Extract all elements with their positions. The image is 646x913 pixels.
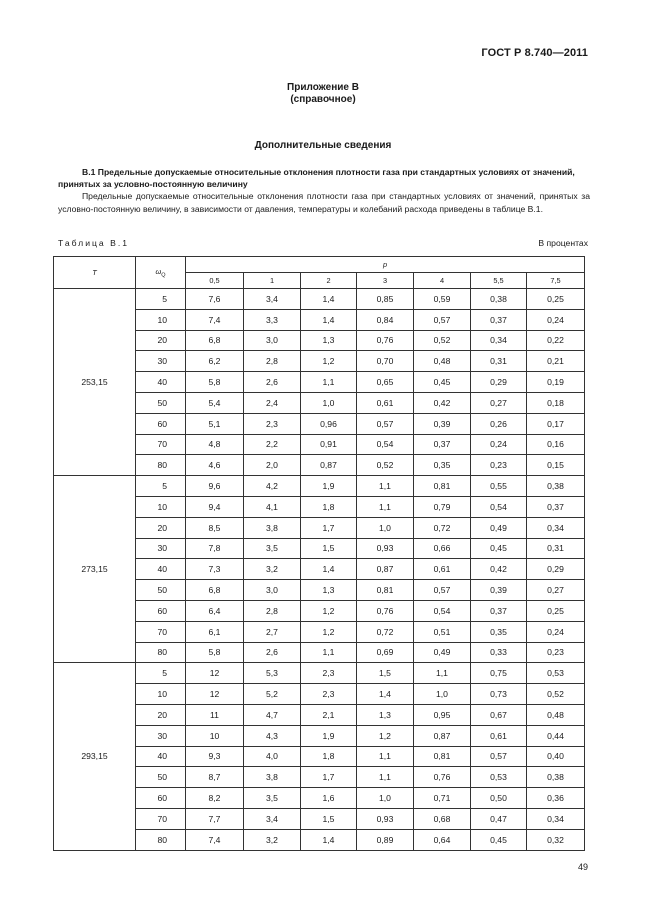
flow-variation-cell: 30 [136, 351, 186, 372]
deviation-value-cell: 0,68 [414, 808, 471, 829]
deviation-value-cell: 0,25 [527, 600, 585, 621]
deviation-value-cell: 0,87 [414, 725, 471, 746]
deviation-value-cell: 0,54 [414, 600, 471, 621]
table-caption: Таблица В.1 [58, 238, 129, 248]
flow-variation-cell: 70 [136, 621, 186, 642]
column-header-temperature: T [54, 257, 136, 289]
deviation-value-cell: 0,49 [414, 642, 471, 663]
deviation-value-cell: 1,2 [301, 351, 357, 372]
deviation-value-cell: 2,3 [301, 663, 357, 684]
deviation-value-cell: 1,7 [301, 517, 357, 538]
deviation-value-cell: 0,57 [414, 309, 471, 330]
flow-variation-cell: 40 [136, 746, 186, 767]
deviation-value-cell: 0,75 [471, 663, 527, 684]
deviation-value-cell: 0,93 [357, 808, 414, 829]
deviation-value-cell: 0,67 [471, 704, 527, 725]
deviation-value-cell: 2,8 [244, 600, 301, 621]
deviation-value-cell: 0,70 [357, 351, 414, 372]
deviation-value-cell: 8,5 [186, 517, 244, 538]
deviation-value-cell: 0,84 [357, 309, 414, 330]
deviation-value-cell: 0,96 [301, 413, 357, 434]
deviation-value-cell: 6,2 [186, 351, 244, 372]
deviation-value-cell: 1,5 [301, 538, 357, 559]
flow-variation-cell: 60 [136, 413, 186, 434]
deviation-value-cell: 0,24 [527, 309, 585, 330]
pressure-value-header: 3 [357, 273, 414, 289]
deviation-value-cell: 0,42 [414, 392, 471, 413]
deviation-value-cell: 4,1 [244, 496, 301, 517]
deviation-value-cell: 0,64 [414, 829, 471, 850]
deviation-value-cell: 0,36 [527, 788, 585, 809]
flow-variation-cell: 40 [136, 372, 186, 393]
deviation-value-cell: 9,3 [186, 746, 244, 767]
flow-variation-cell: 80 [136, 455, 186, 476]
deviation-value-cell: 1,6 [301, 788, 357, 809]
deviation-value-cell: 0,24 [527, 621, 585, 642]
deviation-value-cell: 1,0 [357, 788, 414, 809]
deviation-value-cell: 7,8 [186, 538, 244, 559]
deviation-value-cell: 1,4 [301, 289, 357, 310]
standard-designation: ГОСТ Р 8.740—2011 [481, 47, 588, 59]
pressure-value-header: 0,5 [186, 273, 244, 289]
deviation-value-cell: 7,4 [186, 829, 244, 850]
deviation-value-cell: 0,87 [301, 455, 357, 476]
deviation-value-cell: 1,4 [357, 684, 414, 705]
deviation-value-cell: 0,54 [471, 496, 527, 517]
deviation-value-cell: 6,8 [186, 580, 244, 601]
deviation-value-cell: 2,0 [244, 455, 301, 476]
flow-variation-cell: 5 [136, 476, 186, 497]
deviation-value-cell: 0,16 [527, 434, 585, 455]
deviation-value-cell: 4,6 [186, 455, 244, 476]
deviation-value-cell: 0,33 [471, 642, 527, 663]
deviation-value-cell: 1,9 [301, 725, 357, 746]
deviation-value-cell: 4,8 [186, 434, 244, 455]
deviation-value-cell: 0,18 [527, 392, 585, 413]
deviation-value-cell: 0,76 [357, 330, 414, 351]
deviation-value-cell: 0,27 [471, 392, 527, 413]
deviation-value-cell: 0,23 [527, 642, 585, 663]
deviation-value-cell: 4,3 [244, 725, 301, 746]
deviation-value-cell: 12 [186, 684, 244, 705]
deviation-value-cell: 0,23 [471, 455, 527, 476]
pressure-value-header: 7,5 [527, 273, 585, 289]
flow-variation-cell: 10 [136, 684, 186, 705]
deviation-value-cell: 0,81 [357, 580, 414, 601]
deviation-value-cell: 1,1 [357, 767, 414, 788]
flow-variation-cell: 10 [136, 496, 186, 517]
deviation-value-cell: 8,7 [186, 767, 244, 788]
deviation-value-cell: 7,3 [186, 559, 244, 580]
flow-variation-cell: 20 [136, 704, 186, 725]
deviation-value-cell: 0,54 [357, 434, 414, 455]
deviation-value-cell: 0,48 [414, 351, 471, 372]
deviation-value-cell: 5,3 [244, 663, 301, 684]
deviation-value-cell: 0,38 [471, 289, 527, 310]
deviation-value-cell: 0,31 [527, 538, 585, 559]
deviation-value-cell: 5,1 [186, 413, 244, 434]
column-header-flow-variation: $\omega_Q$ [136, 257, 186, 289]
deviation-value-cell: 0,15 [527, 455, 585, 476]
deviation-value-cell: 0,34 [471, 330, 527, 351]
deviation-value-cell: 0,45 [471, 829, 527, 850]
deviation-value-cell: 9,6 [186, 476, 244, 497]
deviation-value-cell: 0,26 [471, 413, 527, 434]
deviation-value-cell: 1,2 [301, 600, 357, 621]
deviation-value-cell: 0,72 [414, 517, 471, 538]
deviation-value-cell: 0,37 [527, 496, 585, 517]
flow-variation-cell: 60 [136, 600, 186, 621]
deviation-value-cell: 0,57 [357, 413, 414, 434]
deviation-value-cell: 6,8 [186, 330, 244, 351]
deviation-value-cell: 2,8 [244, 351, 301, 372]
deviation-value-cell: 1,3 [357, 704, 414, 725]
deviation-value-cell: 6,1 [186, 621, 244, 642]
deviation-value-cell: 12 [186, 663, 244, 684]
deviation-value-cell: 3,5 [244, 538, 301, 559]
appendix-title: Приложение В [287, 82, 359, 93]
deviation-value-cell: 2,7 [244, 621, 301, 642]
deviation-value-cell: 4,7 [244, 704, 301, 725]
deviation-value-cell: 0,57 [414, 580, 471, 601]
deviation-value-cell: 0,39 [414, 413, 471, 434]
deviation-value-cell: 0,22 [527, 330, 585, 351]
flow-variation-cell: 70 [136, 808, 186, 829]
flow-variation-cell: 70 [136, 434, 186, 455]
deviation-value-cell: 0,52 [357, 455, 414, 476]
deviation-value-cell: 0,34 [527, 517, 585, 538]
deviation-value-cell: 0,53 [527, 663, 585, 684]
deviation-value-cell: 1,2 [357, 725, 414, 746]
clause-body-text: Предельные допускаемые относительные отклонения плотности газа при стандартных условиях от значений, принятых за условно-постоянную величину, в зависимости от давления, температуры и колебаний расхода приведены в таблице В.1. [58, 191, 590, 214]
deviation-value-cell: 3,8 [244, 517, 301, 538]
deviation-value-cell: 0,34 [527, 808, 585, 829]
deviation-value-cell: 3,8 [244, 767, 301, 788]
deviation-value-cell: 0,27 [527, 580, 585, 601]
deviation-value-cell: 8,2 [186, 788, 244, 809]
deviation-value-cell: 0,38 [527, 476, 585, 497]
deviation-value-cell: 1,3 [301, 330, 357, 351]
deviation-value-cell: 0,32 [527, 829, 585, 850]
flow-variation-cell: 80 [136, 642, 186, 663]
deviation-value-cell: 3,0 [244, 330, 301, 351]
deviation-value-cell: 1,0 [414, 684, 471, 705]
section-title: Дополнительные сведения [254, 140, 392, 151]
deviation-value-cell: 0,25 [527, 289, 585, 310]
flow-variation-cell: 40 [136, 559, 186, 580]
deviation-value-cell: 5,8 [186, 372, 244, 393]
deviation-value-cell: 0,59 [414, 289, 471, 310]
deviation-value-cell: 3,2 [244, 829, 301, 850]
deviation-value-cell: 0,61 [357, 392, 414, 413]
deviation-value-cell: 1,3 [301, 580, 357, 601]
appendix-heading [0, 82, 646, 106]
flow-variation-cell: 5 [136, 663, 186, 684]
deviation-value-cell: 0,85 [357, 289, 414, 310]
deviation-value-cell: 0,35 [414, 455, 471, 476]
deviation-value-cell: 1,5 [357, 663, 414, 684]
deviation-value-cell: 1,1 [357, 476, 414, 497]
temperature-cell: 293,15 [54, 663, 136, 850]
deviation-value-cell: 0,37 [471, 309, 527, 330]
deviation-value-cell: 0,79 [414, 496, 471, 517]
flow-variation-cell: 20 [136, 330, 186, 351]
deviation-value-cell: 1,0 [357, 517, 414, 538]
data-table [53, 256, 585, 851]
deviation-value-cell: 1,4 [301, 829, 357, 850]
deviation-value-cell: 0,37 [471, 600, 527, 621]
deviation-value-cell: 0,91 [301, 434, 357, 455]
deviation-value-cell: 3,4 [244, 808, 301, 829]
deviation-value-cell: 0,19 [527, 372, 585, 393]
page-number: 49 [577, 862, 588, 872]
temperature-cell: 273,15 [54, 476, 136, 663]
deviation-value-cell: 0,38 [527, 767, 585, 788]
deviation-value-cell: 0,51 [414, 621, 471, 642]
flow-variation-cell: 10 [136, 309, 186, 330]
deviation-value-cell: 7,7 [186, 808, 244, 829]
deviation-value-cell: 0,17 [527, 413, 585, 434]
deviation-value-cell: 0,42 [471, 559, 527, 580]
deviation-value-cell: 0,44 [527, 725, 585, 746]
flow-variation-cell: 50 [136, 392, 186, 413]
clause-heading-text: В.1 Предельные допускаемые относительные отклонения плотности газа при стандартных условиях от значений, принятых за условно-постоянную величину [58, 167, 575, 189]
deviation-value-cell: 4,2 [244, 476, 301, 497]
flow-variation-cell: 30 [136, 538, 186, 559]
deviation-value-cell: 0,45 [414, 372, 471, 393]
deviation-value-cell: 0,81 [414, 746, 471, 767]
deviation-value-cell: 0,40 [527, 746, 585, 767]
deviation-value-cell: 1,4 [301, 309, 357, 330]
deviation-value-cell: 0,72 [357, 621, 414, 642]
deviation-value-cell: 0,31 [471, 351, 527, 372]
deviation-value-cell: 0,66 [414, 538, 471, 559]
deviation-value-cell: 0,69 [357, 642, 414, 663]
deviation-value-cell: 3,2 [244, 559, 301, 580]
flow-variation-cell: 80 [136, 829, 186, 850]
deviation-value-cell: 0,47 [471, 808, 527, 829]
deviation-value-cell: 0,95 [414, 704, 471, 725]
pressure-value-header: 2 [301, 273, 357, 289]
deviation-value-cell: 0,73 [471, 684, 527, 705]
deviation-value-cell: 2,3 [244, 413, 301, 434]
appendix-subtitle: (справочное) [290, 94, 356, 105]
deviation-value-cell: 0,35 [471, 621, 527, 642]
deviation-value-cell: 0,57 [471, 746, 527, 767]
deviation-value-cell: 0,37 [414, 434, 471, 455]
deviation-value-cell: 0,65 [357, 372, 414, 393]
flow-variation-cell: 50 [136, 580, 186, 601]
deviation-value-cell: 1,0 [301, 392, 357, 413]
deviation-value-cell: 7,4 [186, 309, 244, 330]
table-unit: В процентах [538, 238, 588, 248]
deviation-value-cell: 3,4 [244, 289, 301, 310]
deviation-value-cell: 0,29 [471, 372, 527, 393]
deviation-value-cell: 0,24 [471, 434, 527, 455]
deviation-value-cell: 1,1 [301, 372, 357, 393]
table-row [54, 663, 585, 684]
pressure-value-header: 1 [244, 273, 301, 289]
deviation-value-cell: 0,61 [414, 559, 471, 580]
deviation-value-cell: 0,48 [527, 704, 585, 725]
deviation-value-cell: 0,55 [471, 476, 527, 497]
deviation-value-cell: 11 [186, 704, 244, 725]
deviation-value-cell: 0,87 [357, 559, 414, 580]
deviation-value-cell: 0,49 [471, 517, 527, 538]
deviation-value-cell: 10 [186, 725, 244, 746]
deviation-value-cell: 3,0 [244, 580, 301, 601]
deviation-value-cell: 0,81 [414, 476, 471, 497]
deviation-value-cell: 0,61 [471, 725, 527, 746]
deviation-value-cell: 0,50 [471, 788, 527, 809]
deviation-value-cell: 2,6 [244, 642, 301, 663]
deviation-value-cell: 0,53 [471, 767, 527, 788]
deviation-value-cell: 0,21 [527, 351, 585, 372]
flow-variation-cell: 60 [136, 788, 186, 809]
temperature-cell: 253,15 [54, 289, 136, 476]
deviation-value-cell: 2,2 [244, 434, 301, 455]
clause-body [58, 190, 590, 215]
table-row [54, 476, 585, 497]
deviation-value-cell: 1,8 [301, 746, 357, 767]
deviation-value-cell: 0,76 [357, 600, 414, 621]
deviation-value-cell: 0,76 [414, 767, 471, 788]
deviation-value-cell: 2,3 [301, 684, 357, 705]
deviation-value-cell: 1,1 [357, 496, 414, 517]
deviation-value-cell: 0,52 [414, 330, 471, 351]
deviation-value-cell: 2,6 [244, 372, 301, 393]
deviation-value-cell: 0,39 [471, 580, 527, 601]
deviation-value-cell: 1,7 [301, 767, 357, 788]
deviation-value-cell: 0,71 [414, 788, 471, 809]
deviation-value-cell: 3,5 [244, 788, 301, 809]
deviation-value-cell: 6,4 [186, 600, 244, 621]
deviation-value-cell: 5,8 [186, 642, 244, 663]
deviation-value-cell: 0,52 [527, 684, 585, 705]
deviation-value-cell: 1,1 [414, 663, 471, 684]
pressure-value-header: 4 [414, 273, 471, 289]
column-header-pressure: p [186, 257, 585, 273]
deviation-value-cell: 1,9 [301, 476, 357, 497]
flow-variation-cell: 50 [136, 767, 186, 788]
deviation-value-cell: 5,4 [186, 392, 244, 413]
deviation-value-cell: 1,1 [301, 642, 357, 663]
deviation-value-cell: 0,29 [527, 559, 585, 580]
deviation-value-cell: 1,2 [301, 621, 357, 642]
deviation-value-cell: 4,0 [244, 746, 301, 767]
deviation-value-cell: 5,2 [244, 684, 301, 705]
deviation-value-cell: 1,8 [301, 496, 357, 517]
table-row [54, 289, 585, 310]
deviation-value-cell: 0,93 [357, 538, 414, 559]
flow-variation-cell: 5 [136, 289, 186, 310]
deviation-value-cell: 3,3 [244, 309, 301, 330]
deviation-value-cell: 2,1 [301, 704, 357, 725]
deviation-value-cell: 0,45 [471, 538, 527, 559]
pressure-value-header: 5,5 [471, 273, 527, 289]
deviation-value-cell: 9,4 [186, 496, 244, 517]
flow-variation-cell: 20 [136, 517, 186, 538]
deviation-value-cell: 2,4 [244, 392, 301, 413]
deviation-value-cell: 0,89 [357, 829, 414, 850]
deviation-value-cell: 1,4 [301, 559, 357, 580]
deviation-value-cell: 1,1 [357, 746, 414, 767]
deviation-value-cell: 1,5 [301, 808, 357, 829]
clause-heading [58, 166, 590, 190]
deviation-value-cell: 7,6 [186, 289, 244, 310]
flow-variation-cell: 30 [136, 725, 186, 746]
